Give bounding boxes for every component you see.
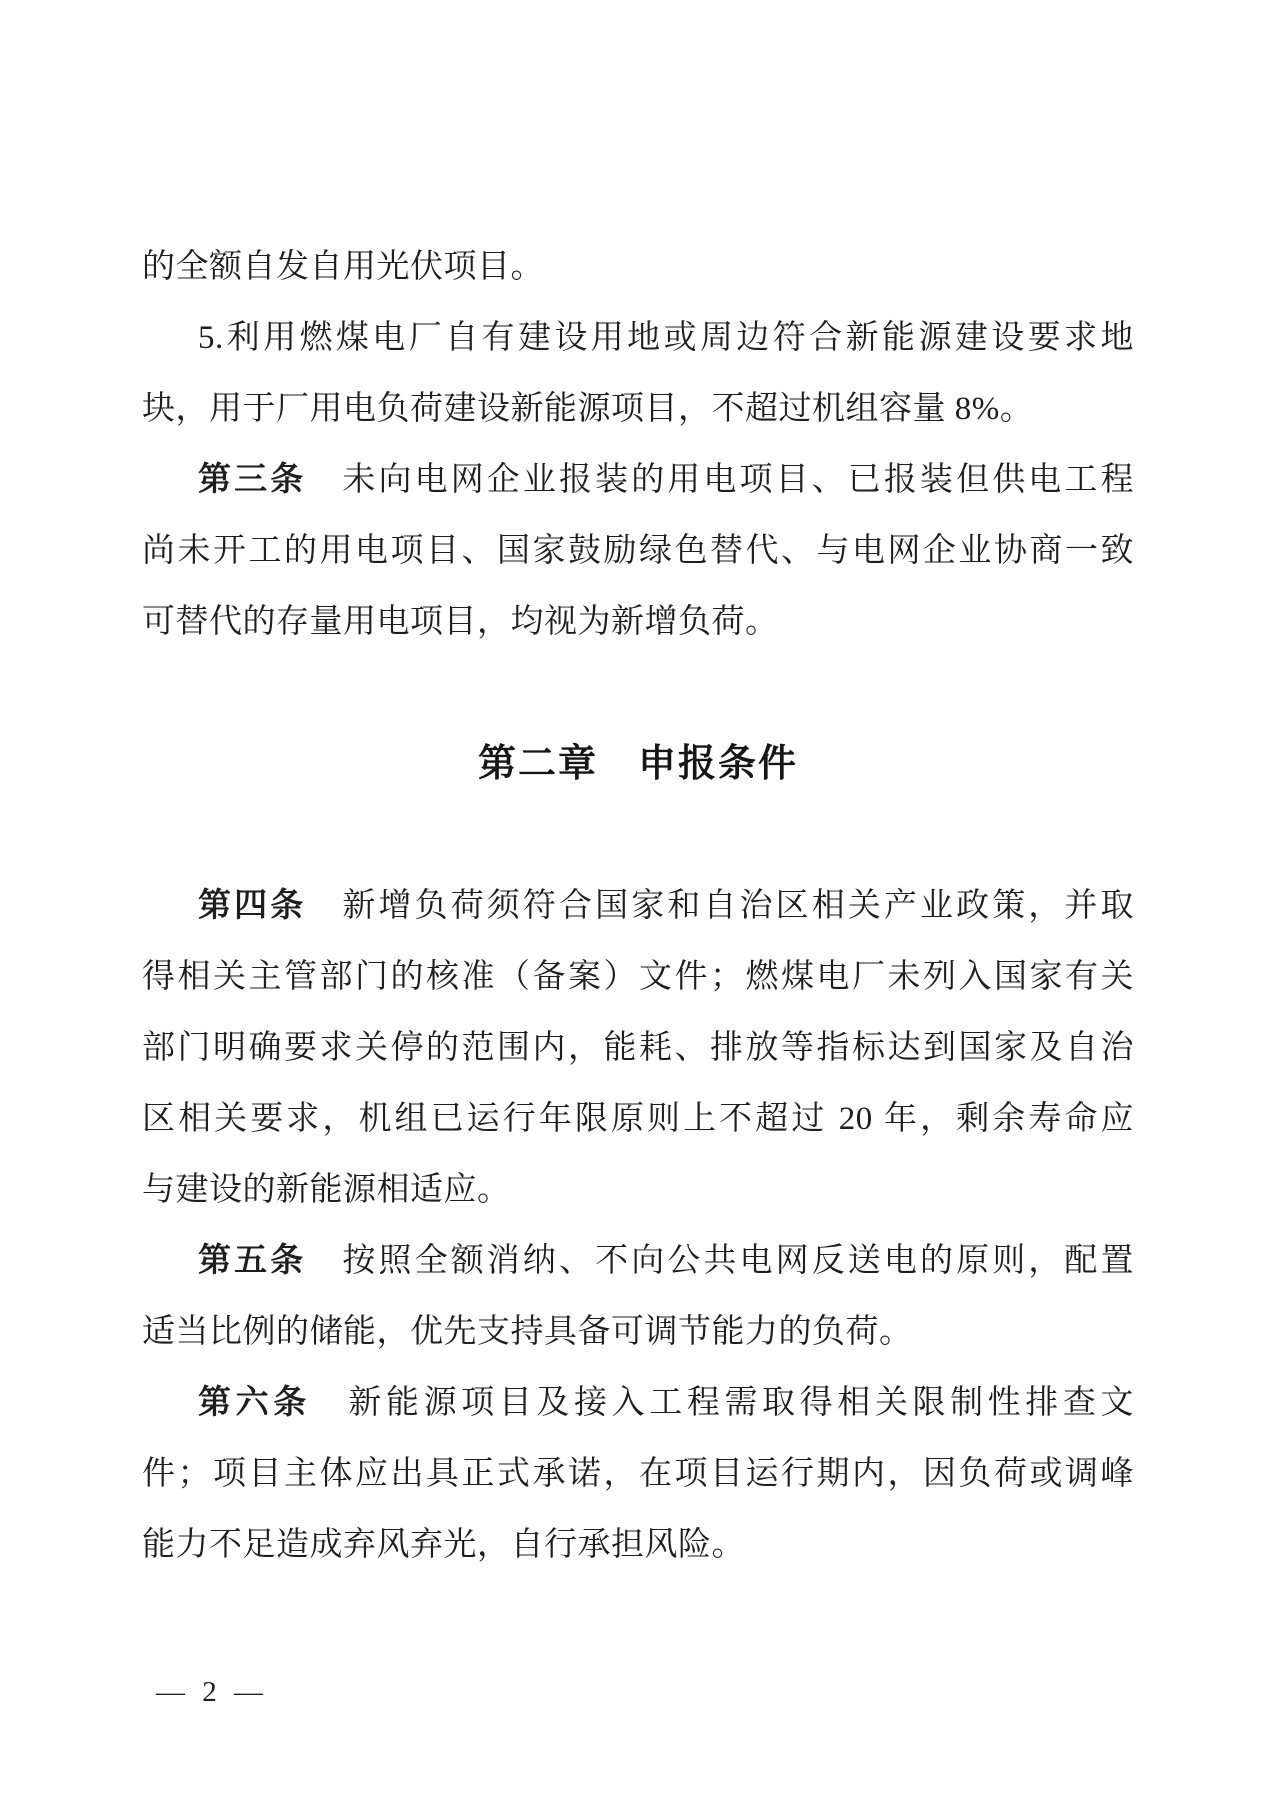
chapter-heading: 第二章 申报条件: [477, 743, 798, 785]
text-line: [142, 445, 1134, 516]
text-line: [142, 1368, 1134, 1439]
text-line: [142, 1510, 1134, 1581]
text-line: [142, 1226, 1134, 1297]
page-number: — 2 —: [156, 1676, 268, 1708]
page-footer: [156, 1676, 268, 1709]
line-text: 能力不足造成弃风弃光，自行承担风险。: [142, 1527, 745, 1563]
text-line: [142, 232, 1134, 303]
line-text: 新能源项目及接入工程需取得相关限制性排查文: [310, 1385, 1134, 1421]
text-line: [142, 871, 1134, 942]
line-text: 尚未开工的用电项目、国家鼓励绿色替代、与电网企业协商一致: [142, 533, 1134, 569]
line-text: 适当比例的储能，优先支持具备可调节能力的负荷。: [142, 1314, 913, 1350]
line-text: 可替代的存量用电项目，均视为新增负荷。: [142, 604, 779, 640]
line-text: 按照全额消纳、不向公共电网反送电的原则，配置: [306, 1243, 1134, 1279]
line-text: 的全额自发自用光伏项目。: [142, 249, 544, 285]
article-label: 第五条: [198, 1243, 307, 1279]
article-label: 第三条: [198, 462, 307, 498]
text-line: [142, 1013, 1134, 1084]
text-line: [142, 374, 1134, 445]
text-line: [142, 1297, 1134, 1368]
text-line: [142, 1084, 1134, 1155]
line-text: 部门明确要求关停的范围内，能耗、排放等指标达到国家及自治: [142, 1030, 1134, 1066]
article-label: 第六条: [198, 1385, 311, 1421]
line-text: 得相关主管部门的核准（备案）文件；燃煤电厂未列入国家有关: [142, 959, 1134, 995]
article-label: 第四条: [198, 888, 307, 924]
line-text: 新增负荷须符合国家和自治区相关产业政策，并取: [306, 888, 1134, 924]
document-body: [142, 232, 1134, 1581]
text-line: [142, 942, 1134, 1013]
line-text: 区相关要求，机组已运行年限原则上不超过 20 年，剩余寿命应: [142, 1101, 1134, 1137]
text-line: [142, 1155, 1134, 1226]
line-text: 与建设的新能源相适应。: [142, 1172, 511, 1208]
line-text: 5.利用燃煤电厂自有建设用地或周边符合新能源建设要求地: [198, 320, 1134, 356]
line-text: 未向电网企业报装的用电项目、已报装但供电工程: [306, 462, 1134, 498]
text-line: [142, 516, 1134, 587]
text-line: [142, 303, 1134, 374]
text-line: [142, 1439, 1134, 1510]
text-line: [142, 587, 1134, 658]
line-text: 件；项目主体应出具正式承诺，在项目运行期内，因负荷或调峰: [142, 1456, 1134, 1492]
line-text: 块，用于厂用电负荷建设新能源项目，不超过机组容量 8%。: [142, 391, 1034, 427]
